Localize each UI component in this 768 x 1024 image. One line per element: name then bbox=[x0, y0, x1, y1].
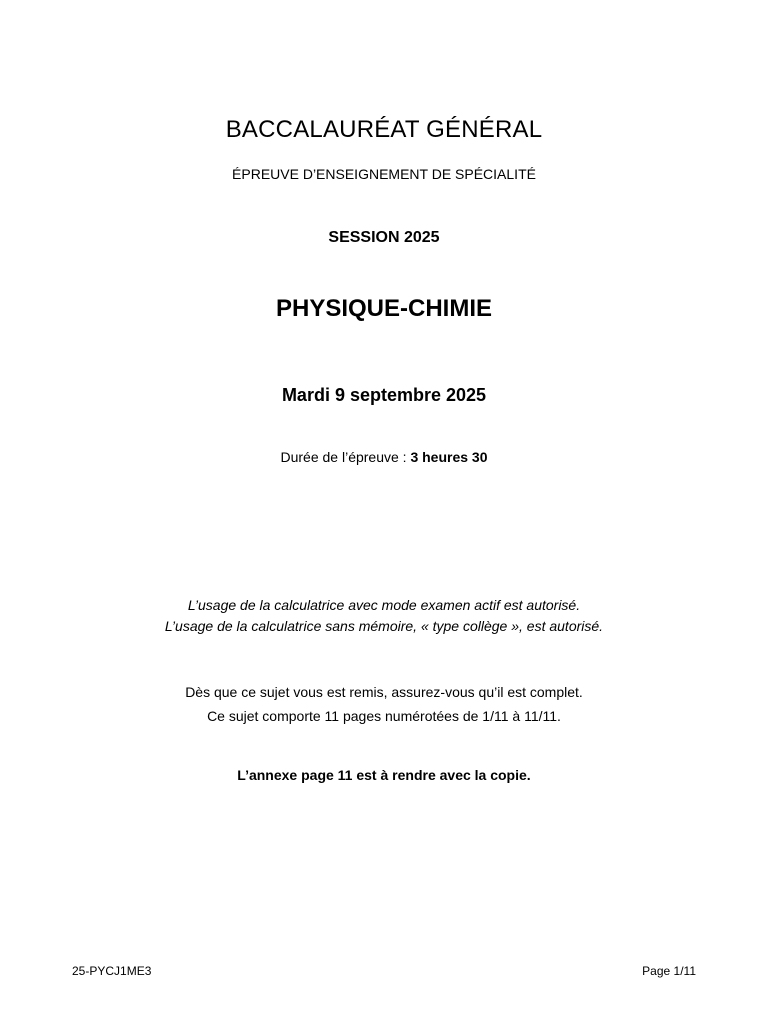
exam-subtitle: ÉPREUVE D’ENSEIGNEMENT DE SPÉCIALITÉ bbox=[232, 166, 536, 182]
calculator-rule-1: L’usage de la calculatrice avec mode examen actif est autorisé. bbox=[187, 597, 581, 613]
annex-notice: L’annexe page 11 est à rendre avec la copie. bbox=[237, 767, 531, 783]
duration-value: 3 heures 30 bbox=[410, 449, 488, 465]
exam-title: BACCALAURÉAT GÉNÉRAL bbox=[225, 116, 543, 143]
session-label: SESSION 2025 bbox=[328, 229, 440, 246]
footer-page-number: Page 1/11 bbox=[642, 964, 696, 978]
page-count-notice: Ce sujet comporte 11 pages numérotées de 1/11 à 11/11. bbox=[207, 708, 561, 724]
exam-duration bbox=[0, 449, 768, 465]
completeness-notice: Dès que ce sujet vous est remis, assurez-vous qu’il est complet. bbox=[185, 684, 583, 700]
calculator-rule-2: L’usage de la calculatrice sans mémoire, « type collège », est autorisé. bbox=[164, 618, 604, 634]
duration-label: Durée de l’épreuve : bbox=[280, 449, 411, 465]
subject-title: PHYSIQUE-CHIMIE bbox=[275, 295, 493, 322]
footer-exam-code: 25-PYCJ1ME3 bbox=[72, 964, 152, 978]
exam-date: Mardi 9 septembre 2025 bbox=[281, 385, 487, 405]
